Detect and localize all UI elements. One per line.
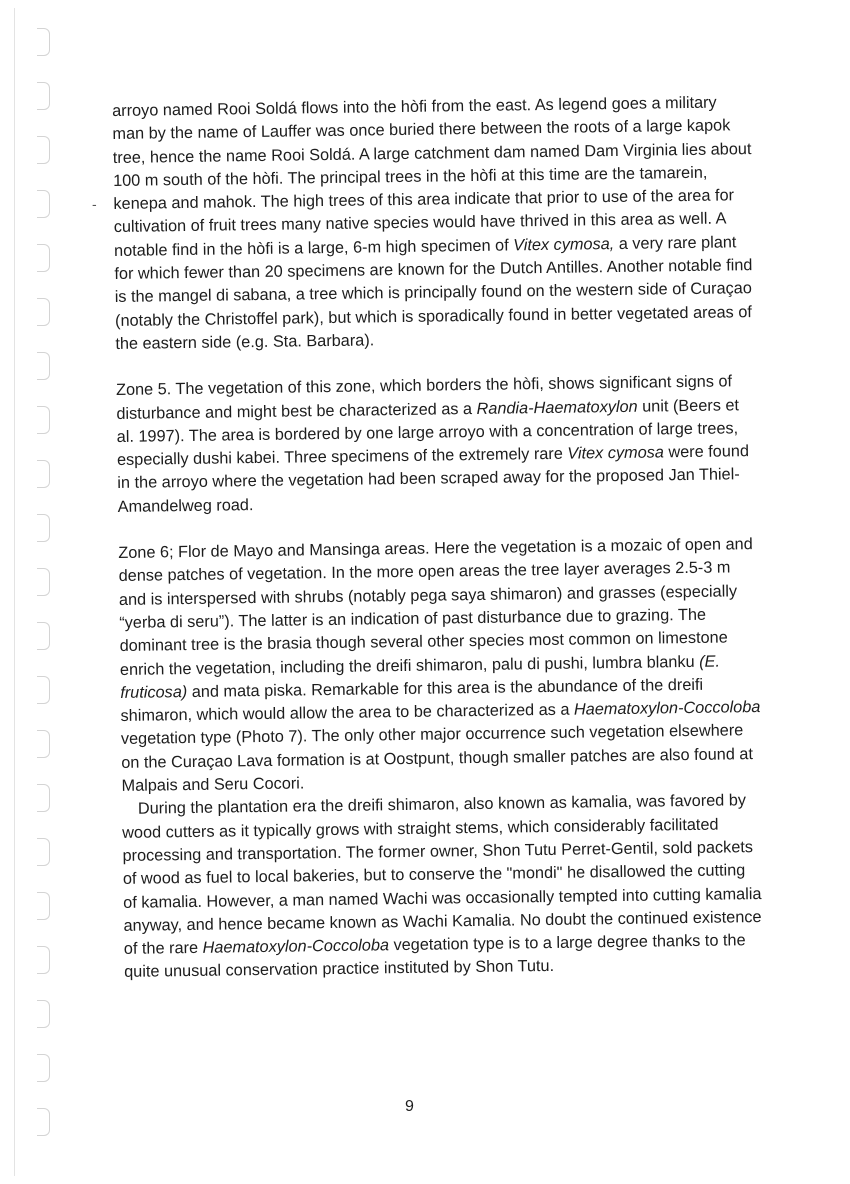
binding-ring xyxy=(37,946,50,974)
text-run: were found in the arroyo where the vegetation had been scraped away for the proposed Jan Thiel-Amandelweg road. xyxy=(117,442,750,516)
spiral-binding xyxy=(33,28,57,1178)
text-run: a very rare plant for which fewer than 20 specimens are known for the Dutch Antilles. Another notable find is the mangel di sabana, a tree which is principally found on the western side of Curaçao (notably the Christoffel park), but which is sporadically found in better vegetated areas of the eastern side (e.g. Sta. Barbara). xyxy=(114,233,753,353)
text-run: Zone 6; Flor de Mayo and Mansinga areas. Here the vegetation is a mozaic of open and dense patches of vegetation. In the more open areas the tree layer averages 2.5-3 m and is interspersed with shrubs (notably pega saya shimaron) and grasses (especially “yerba di seru”). The latter is an indication of past disturbance due to grazing. The dominant tree is the brasia though several other species most common on limestone enrich the vegetation, including the dreifi shimaron, palu di pushi, lumbra blanku xyxy=(118,535,753,679)
binding-ring xyxy=(37,568,50,596)
binding-ring xyxy=(37,1054,50,1082)
margin-mark: - xyxy=(92,196,97,212)
binding-ring xyxy=(37,514,50,542)
binding-ring xyxy=(37,730,50,758)
text-run: vegetation type (Photo 7). The only other major occurrence such vegetation elsewhere on the Curaçao Lava formation is at Oostpunt, though smaller patches are also found at Malpais and Seru Cocori. xyxy=(120,721,754,795)
page-number: 9 xyxy=(405,1098,414,1115)
italic-species-name: Vitex cymosa xyxy=(567,443,665,463)
italic-vegetation-type: Haematoxylon-Coccoloba xyxy=(202,936,390,957)
text-run: and mata piska. Remarkable for this area is the abundance of the dreifi shimaron, which would allow the area to be characterized as a xyxy=(120,675,704,726)
binding-ring xyxy=(37,838,50,866)
text-run: unit (Beers et al. 1997). The area is bordered by one large arroyo with a concentration of large trees, especially dushi kabei. Three specimens of the extremely rare xyxy=(116,395,740,470)
italic-species-name: Vitex cymosa, xyxy=(513,234,615,255)
binding-ring xyxy=(37,82,50,110)
paragraph-zone-6 xyxy=(118,533,762,798)
paragraph-plantation-era xyxy=(122,789,765,984)
binding-ring xyxy=(37,406,50,434)
italic-vegetation-type: Haematoxylon-Coccoloba xyxy=(573,698,761,719)
binding-ring xyxy=(37,28,50,56)
binding-ring xyxy=(37,136,50,164)
body-text xyxy=(112,91,764,985)
italic-vegetation-unit: Randia-Haematoxylon xyxy=(476,397,638,418)
binding-ring xyxy=(37,1108,50,1136)
binding-ring xyxy=(37,352,50,380)
paragraph-hofi xyxy=(112,91,756,356)
binding-ring xyxy=(37,1000,50,1028)
binding-ring xyxy=(37,784,50,812)
binding-ring xyxy=(37,892,50,920)
binding-ring xyxy=(37,244,50,272)
binding-ring xyxy=(37,190,50,218)
italic-species-name: (E. fruticosa) xyxy=(120,652,721,702)
binding-ring xyxy=(37,676,50,704)
text-run: vegetation type is to a large degree thanks to the quite unusual conservation practice instituted by Shon Tutu. xyxy=(124,931,746,982)
text-run: arroyo named Rooi Soldá flows into the hòfi from the east. As legend goes a military man by the name of Lauffer was once buried there between the roots of a large kapok tree, hence the name Rooi Soldá. A large catchment dam named Dam Virginia lies about 100 m south of the hòfi. The principal trees in the hòfi at this time are the tamarein, kenepa and mahok. The high trees of this area indicate that prior to use of the area for cultivation of fruit trees many native species would have thrived in this area as well. A notable find in the hòfi is a large, 6-m high specimen of xyxy=(112,93,752,260)
paragraph-zone-5 xyxy=(116,370,758,519)
text-run: During the plantation era the dreifi shimaron, also known as kamalia, was favored by wood cutters as it typically grows with straight stems, which considerably facilitated processing and transportation. The former owner, Shon Tutu Perret-Gentil, sold packets of wood as fuel to local bakeries, but to conserve the "mondi" he disallowed the cutting of kamalia. However, a man named Wachi was occasionally tempted into cutting kamalia anyway, and hence became known as Wachi Kamalia. No doubt the continued existence of the rare xyxy=(122,791,762,959)
binding-ring xyxy=(37,460,50,488)
binding-ring xyxy=(37,298,50,326)
binding-ring xyxy=(37,622,50,650)
text-run: Zone 5. The vegetation of this zone, which borders the hòfi, shows significant signs of disturbance and might best be characterized as a xyxy=(115,372,733,423)
